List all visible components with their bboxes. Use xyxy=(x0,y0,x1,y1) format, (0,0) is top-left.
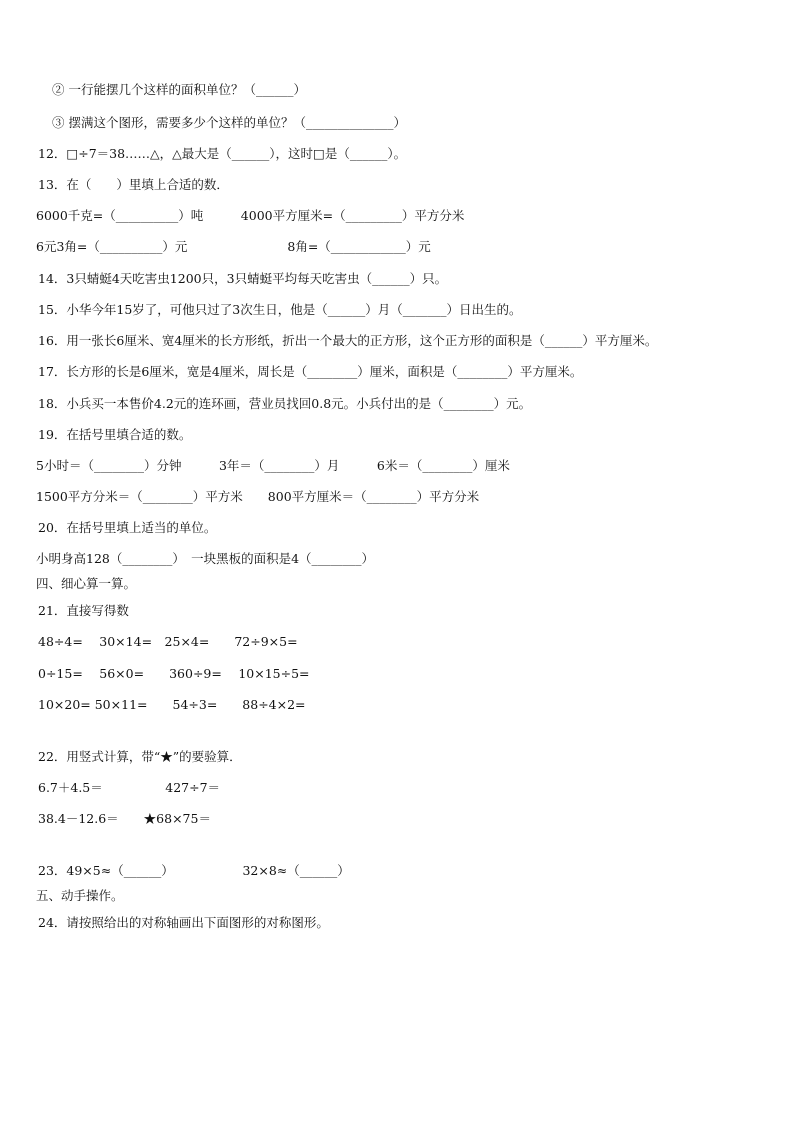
line-text: 48÷4= 30×14= 25×4= 72÷9×5= xyxy=(38,634,298,649)
line-text: 38.4－12.6＝ ★68×75＝ xyxy=(38,811,211,826)
question-21 xyxy=(38,603,129,619)
item-11-q3 xyxy=(52,115,406,131)
q13-row-2 xyxy=(36,239,431,255)
q20-row xyxy=(36,551,374,567)
section-5-heading xyxy=(36,888,124,904)
line-text: 15．小华今年15岁了，可他只过了3次生日，他是（______）月（_______）日出生的。 xyxy=(38,302,522,317)
q19-row-1 xyxy=(36,458,510,474)
line-text: 24．请按照给出的对称轴画出下面图形的对称图形。 xyxy=(38,915,329,930)
line-text: 0÷15= 56×0= 360÷9= 10×15÷5= xyxy=(38,666,310,681)
q22-row-1 xyxy=(38,780,220,796)
line-text: 16．用一张长6厘米、宽4厘米的长方形纸，折出一个最大的正方形，这个正方形的面积是（______）平方厘米。 xyxy=(38,333,658,348)
q21-row-1 xyxy=(38,634,298,650)
line-text: 22．用竖式计算，带“★”的要验算． xyxy=(38,749,242,764)
q19-row-2 xyxy=(36,489,479,505)
line-text: 23．49×5≈（______） 32×8≈（______） xyxy=(38,863,350,878)
question-15 xyxy=(38,302,522,318)
question-13 xyxy=(38,177,229,193)
line-text: ② 一行能摆几个这样的面积单位？（______） xyxy=(52,82,306,97)
question-22 xyxy=(38,749,242,765)
question-17 xyxy=(38,364,582,380)
line-text: 17．长方形的长是6厘米，宽是4厘米，周长是（________）厘米，面积是（________）平方厘米。 xyxy=(38,364,583,379)
q21-row-3 xyxy=(38,697,306,713)
q22-row-2 xyxy=(38,811,211,827)
line-text: 6元3角=（__________）元 8角=（____________）元 xyxy=(36,239,431,254)
line-text: 20．在括号里填上适当的单位。 xyxy=(38,520,217,535)
line-text: ③ 摆满这个图形，需要多少个这样的单位？（______________） xyxy=(52,115,406,130)
line-text: 1500平方分米＝（________）平方米 800平方厘米＝（________）平方分米 xyxy=(36,489,480,504)
line-text: 四、细心算一算。 xyxy=(36,576,137,591)
line-text: 五、动手操作。 xyxy=(36,888,124,903)
section-4-heading xyxy=(36,576,136,592)
item-11-q2 xyxy=(52,82,306,98)
line-text: 小明身高128（________） 一块黑板的面积是4（________） xyxy=(36,551,375,566)
q21-row-2 xyxy=(38,666,310,682)
question-20 xyxy=(38,520,216,536)
question-24 xyxy=(38,915,329,931)
question-12 xyxy=(38,146,406,162)
question-19 xyxy=(38,427,191,443)
q13-row-1 xyxy=(36,208,464,224)
question-18 xyxy=(38,396,531,412)
question-23 xyxy=(38,863,350,879)
line-text: 14．3只蜻蜓4天吃害虫1200只，3只蜻蜓平均每天吃害虫（______）只。 xyxy=(38,271,448,286)
line-text: 19．在括号里填合适的数。 xyxy=(38,427,192,442)
line-text: 12．□÷7＝38……△，△最大是（______），这时□是（______）。 xyxy=(38,146,407,161)
line-text: 18．小兵买一本售价4.2元的连环画，营业员找回0.8元。小兵付出的是（________）元。 xyxy=(38,396,532,411)
question-16 xyxy=(38,333,657,349)
line-text: 6000千克=（__________）吨 4000平方厘米=（_________）平方分米 xyxy=(36,208,465,223)
line-text: 6.7＋4.5＝ 427÷7＝ xyxy=(38,780,221,795)
line-text: 5小时＝（________）分钟 3年＝（________）月 6米＝（________）厘米 xyxy=(36,458,510,473)
line-text: 13．在（ ）里填上合适的数． xyxy=(38,177,229,192)
line-text: 10×20= 50×11= 54÷3= 88÷4×2= xyxy=(38,697,306,712)
line-text: 21．直接写得数 xyxy=(38,603,129,618)
question-14 xyxy=(38,271,447,287)
